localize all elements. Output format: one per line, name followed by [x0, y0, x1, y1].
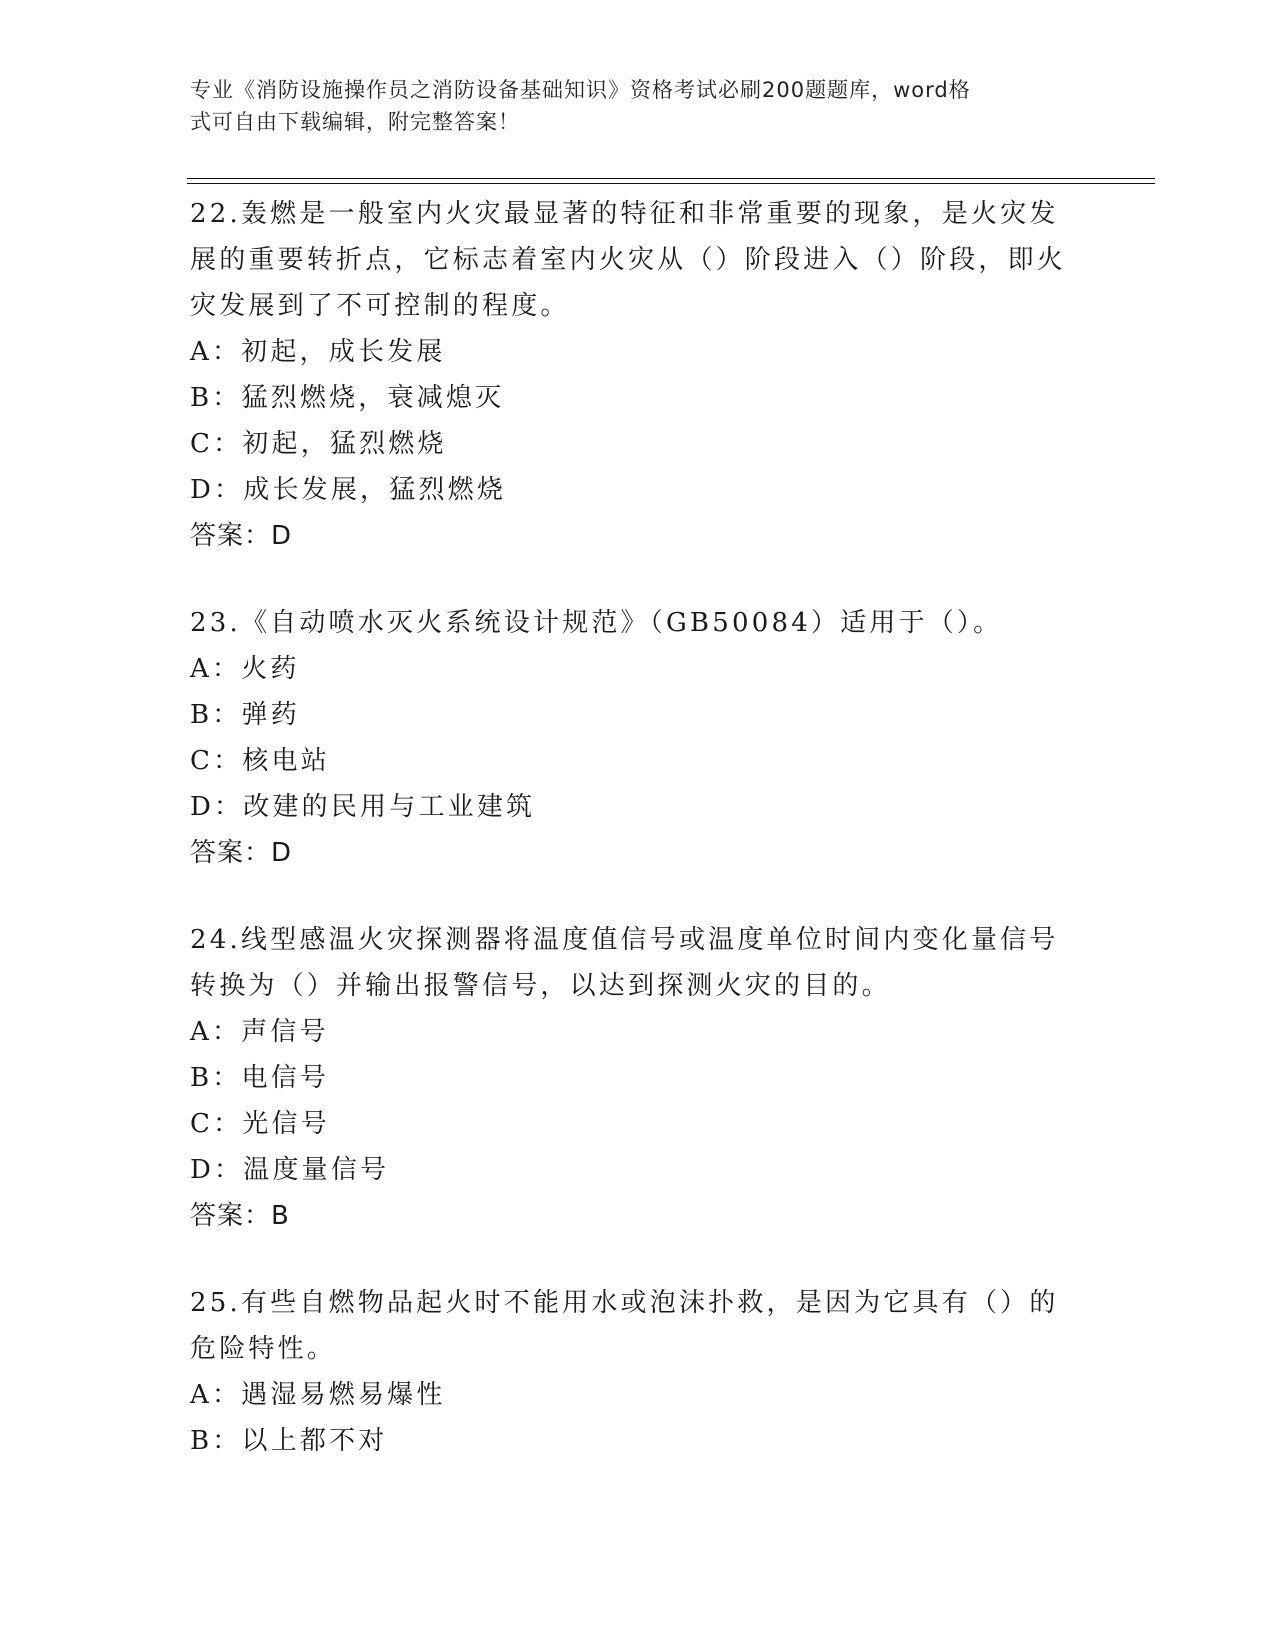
- question-24: [190, 917, 1090, 1239]
- header-line-1: 专业《消防设施操作员之消防设备基础知识》资格考试必刷200题题库，word格: [190, 78, 971, 102]
- option-a: A：声信号: [190, 1017, 329, 1047]
- question-text: 22.轰燃是一般室内火灾最显著的特征和非常重要的现象，是火灾发展的重要转折点，它标志着室内火灾从（）阶段进入（）阶段，即火灾发展到了不可控制的程度。: [190, 199, 1067, 321]
- header-line-2: 式可自由下载编辑，附完整答案！: [190, 110, 520, 134]
- option-d: D：温度量信号: [190, 1155, 390, 1185]
- option-list: [190, 646, 1090, 830]
- question-23: [190, 600, 1090, 876]
- option-list: [190, 329, 1090, 513]
- question-text: 23.《自动喷水灭火系统设计规范》（GB50084）适用于（）。: [190, 608, 1003, 638]
- option-c: C：初起，猛烈燃烧: [190, 429, 447, 459]
- answer-label: 答案：B: [190, 1201, 290, 1231]
- option-b: B：弹药: [190, 700, 300, 730]
- option-b: B：以上都不对: [190, 1426, 388, 1456]
- answer-label: 答案：D: [190, 521, 293, 551]
- option-d: D：成长发展，猛烈燃烧: [190, 475, 507, 505]
- question-22: [190, 191, 1090, 559]
- option-c: C：光信号: [190, 1109, 330, 1139]
- question-25: [190, 1280, 1090, 1464]
- answer-label: 答案：D: [190, 838, 293, 868]
- option-a: A：遇湿易燃易爆性: [190, 1380, 446, 1410]
- header-divider-bottom: [187, 183, 1155, 184]
- question-text: 24.线型感温火灾探测器将温度值信号或温度单位时间内变化量信号转换为（）并输出报警信号，以达到探测火灾的目的。: [190, 925, 1059, 1001]
- option-d: D：改建的民用与工业建筑: [190, 792, 536, 822]
- option-c: C：核电站: [190, 746, 330, 776]
- document-header: [190, 74, 1070, 138]
- option-list: [190, 1372, 1090, 1464]
- option-a: A：初起，成长发展: [190, 337, 446, 367]
- option-list: [190, 1009, 1090, 1193]
- option-b: B：电信号: [190, 1063, 330, 1093]
- option-b: B：猛烈燃烧，衰减熄灭: [190, 383, 505, 413]
- question-text: 25.有些自燃物品起火时不能用水或泡沫扑救，是因为它具有（）的危险特性。: [190, 1288, 1059, 1364]
- question-list: [190, 191, 1090, 1505]
- header-divider-top: [187, 178, 1155, 179]
- option-a: A：火药: [190, 654, 300, 684]
